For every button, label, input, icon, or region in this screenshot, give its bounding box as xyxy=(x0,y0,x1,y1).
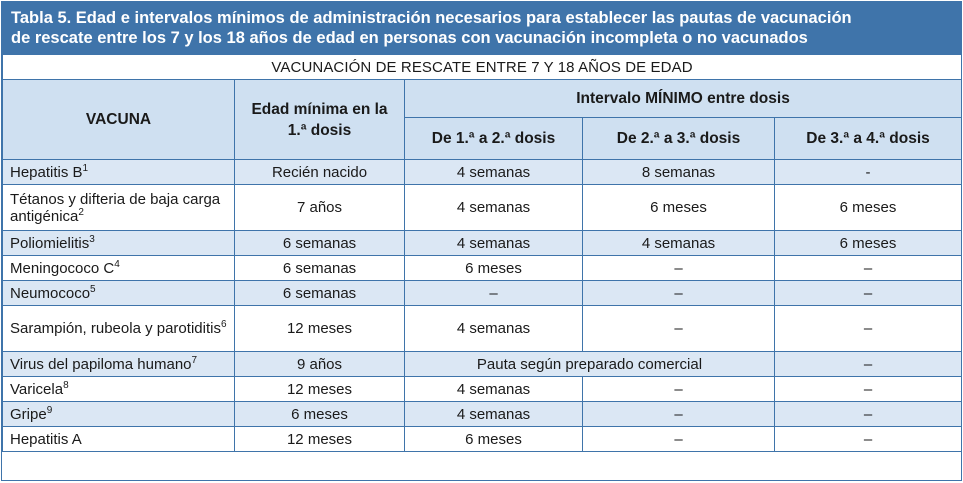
header-dose-2-3: De 2.ª a 3.ª dosis xyxy=(583,118,775,160)
vaccine-name-cell xyxy=(3,281,235,306)
min-age-cell: 12 meses xyxy=(235,427,405,452)
header-dose-1-2: De 1.ª a 2.ª dosis xyxy=(405,118,583,160)
interval-2-3-cell: – xyxy=(583,427,775,452)
table-row xyxy=(3,377,962,402)
interval-2-3-cell: – xyxy=(583,306,775,352)
vaccination-table xyxy=(2,54,962,452)
vaccine-name: Hepatitis B xyxy=(10,163,83,181)
table-row xyxy=(3,427,962,452)
table-title xyxy=(2,2,961,54)
vaccine-name: Gripe xyxy=(10,405,47,423)
vaccine-name-cell xyxy=(3,427,235,452)
interval-3-4-cell: – xyxy=(775,427,962,452)
min-age-cell: 6 semanas xyxy=(235,231,405,256)
table-row xyxy=(3,306,962,352)
interval-2-3-cell: 6 meses xyxy=(583,185,775,231)
header-interval-group: Intervalo MÍNIMO entre dosis xyxy=(405,80,962,118)
min-age-cell: 12 meses xyxy=(235,377,405,402)
interval-1-2-cell: 4 semanas xyxy=(405,231,583,256)
vaccine-name: Hepatitis A xyxy=(10,430,82,448)
table-banner: VACUNACIÓN DE RESCATE ENTRE 7 Y 18 AÑOS DE EDAD xyxy=(3,55,962,80)
interval-3-4-cell: - xyxy=(775,160,962,185)
min-age-cell: 9 años xyxy=(235,352,405,377)
interval-span-cell: Pauta según preparado comercial xyxy=(405,352,775,377)
vaccine-name-cell xyxy=(3,185,235,231)
interval-3-4-cell: – xyxy=(775,402,962,427)
interval-1-2-cell: 6 meses xyxy=(405,256,583,281)
interval-3-4-cell: – xyxy=(775,306,962,352)
table-row xyxy=(3,281,962,306)
vaccination-table-figure xyxy=(1,1,962,481)
interval-3-4-cell: 6 meses xyxy=(775,185,962,231)
min-age-cell: 7 años xyxy=(235,185,405,231)
footnote-ref: 5 xyxy=(90,283,96,295)
vaccine-name: Sarampión, rubeola y parotiditis xyxy=(10,320,221,337)
header-dose-3-4: De 3.ª a 4.ª dosis xyxy=(775,118,962,160)
interval-2-3-cell: – xyxy=(583,281,775,306)
interval-1-2-cell: 4 semanas xyxy=(405,160,583,185)
footnote-ref: 7 xyxy=(191,354,198,366)
interval-2-3-cell: 8 semanas xyxy=(583,160,775,185)
table-title-line-2: de rescate entre los 7 y los 18 años de edad en personas con vacunación incompleta o no vacunados xyxy=(11,29,808,47)
vaccine-name: Tétanos y difteria de baja carga antigénica xyxy=(10,190,221,225)
interval-1-2-cell: 4 semanas xyxy=(405,402,583,427)
footnote-ref: 9 xyxy=(46,404,53,416)
vaccine-name-cell xyxy=(3,402,235,427)
interval-1-2-cell: 4 semanas xyxy=(405,377,583,402)
table-row xyxy=(3,185,962,231)
interval-2-3-cell: 4 semanas xyxy=(583,231,775,256)
vaccine-name-cell xyxy=(3,306,235,352)
table-row xyxy=(3,231,962,256)
interval-1-2-cell: 4 semanas xyxy=(405,306,583,352)
interval-3-4-cell: – xyxy=(775,256,962,281)
interval-1-2-cell: 6 meses xyxy=(405,427,583,452)
interval-3-4-cell: – xyxy=(775,377,962,402)
vaccine-name-cell xyxy=(3,256,235,281)
min-age-cell: Recién nacido xyxy=(235,160,405,185)
vaccine-name-cell xyxy=(3,231,235,256)
table-row xyxy=(3,402,962,427)
footnote-ref: 4 xyxy=(114,258,120,270)
table-title-line-1: Tabla 5. Edad e intervalos mínimos de administración necesarios para establecer las pautas de vacunación xyxy=(11,9,852,27)
interval-1-2-cell: 4 semanas xyxy=(405,185,583,231)
min-age-cell: 6 semanas xyxy=(235,256,405,281)
vaccine-name: Meningococo C xyxy=(10,259,115,277)
table-row xyxy=(3,160,962,185)
min-age-cell: 6 meses xyxy=(235,402,405,427)
min-age-cell: 12 meses xyxy=(235,306,405,352)
table-row xyxy=(3,352,962,377)
vaccine-name: Virus del papiloma humano xyxy=(10,355,192,373)
interval-2-3-cell: – xyxy=(583,377,775,402)
footnote-ref: 8 xyxy=(63,379,69,391)
interval-3-4-cell: 6 meses xyxy=(775,231,962,256)
interval-3-4-cell: – xyxy=(775,281,962,306)
min-age-cell: 6 semanas xyxy=(235,281,405,306)
header-vaccine: VACUNA xyxy=(3,80,235,160)
vaccine-name-cell xyxy=(3,377,235,402)
interval-2-3-cell: – xyxy=(583,256,775,281)
vaccine-name: Neumococo xyxy=(10,284,91,302)
vaccine-name: Poliomielitis xyxy=(10,234,90,252)
footnote-ref: 6 xyxy=(220,319,227,330)
footnote-ref: 3 xyxy=(89,233,95,245)
interval-3-4-cell: – xyxy=(775,352,962,377)
interval-2-3-cell: – xyxy=(583,402,775,427)
header-min-age: Edad mínima en la 1.ª dosis xyxy=(235,80,405,160)
vaccine-name: Varicela xyxy=(10,380,64,398)
vaccine-name-cell xyxy=(3,160,235,185)
footnote-ref: 1 xyxy=(82,162,89,174)
footnote-ref: 2 xyxy=(78,206,84,218)
table-row xyxy=(3,256,962,281)
interval-1-2-cell: – xyxy=(405,281,583,306)
vaccine-name-cell xyxy=(3,352,235,377)
